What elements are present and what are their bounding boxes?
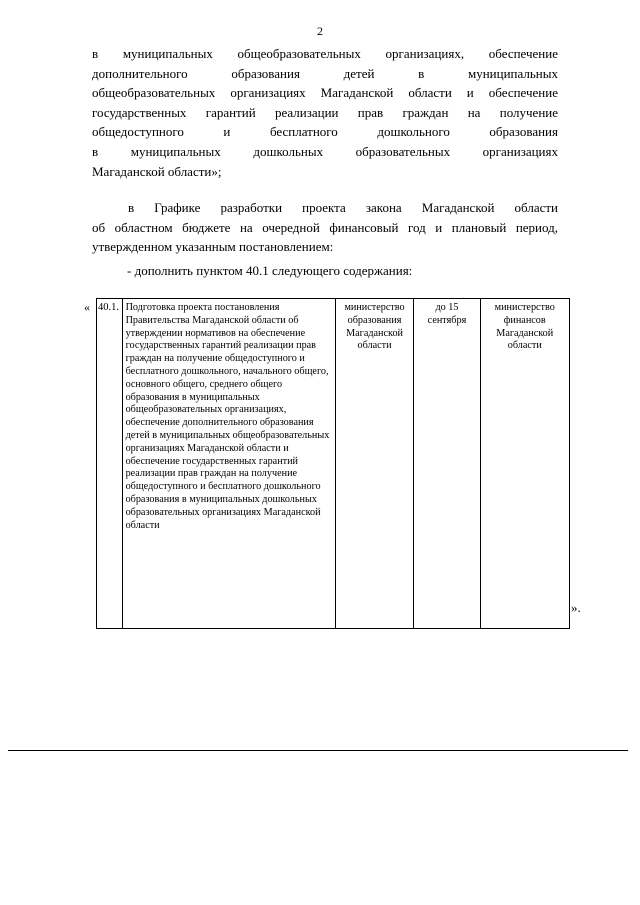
co-executor-cell: министерство финансов Магаданской области [480, 299, 570, 629]
intro-paragraph [92, 44, 558, 181]
text-line: в Графике разработки проекта закона Магаданской области [128, 200, 558, 215]
text-line: государственных гарантий реализации прав граждан на получение [92, 104, 558, 120]
opening-quote: « [84, 300, 90, 314]
item-number-cell: 40.1. [97, 299, 123, 629]
text-line: дополнительного образования детей в муниципальных [92, 65, 558, 81]
footer-divider [8, 750, 628, 751]
schedule-paragraph [92, 198, 558, 257]
text-line: утвержденном указанным постановлением: [92, 239, 334, 255]
item-description-cell: Подготовка проекта постановления Правительства Магаданской области об утверждении нормативов на обеспечение государственных гарантий реализации прав граждан на получение общедоступного и бесплатного дошкольного, начального общего, основного общего, среднего общего образования в муниципальных общеобразовательных организациях, обеспечение дополнительного образования детей в муниципальных общеобразовательных организациях Магаданской области и обеспечение государственных гарантий реализации прав граждан на получение общедоступного и бесплатного дошкольного образования в муниципальных дошкольных образовательных организациях Магаданской области [122, 299, 335, 629]
text-line: Магаданской области»; [92, 163, 222, 179]
deadline-cell: до 15 сентября [414, 299, 480, 629]
text-line: общедоступного и бесплатного дошкольного образования [92, 124, 558, 140]
text-line: общеобразовательных организациях Магаданской области и обеспечение [92, 85, 558, 101]
text-line: об областном бюджете на очередной финансовый год и плановый период, [92, 219, 558, 235]
text-line: в муниципальных общеобразовательных организациях, обеспечение [92, 46, 558, 61]
text-line: в муниципальных дошкольных образовательных организациях [92, 143, 558, 159]
closing-quote: ». [571, 600, 581, 615]
executor-cell: министерство образования Магаданской области [335, 299, 414, 629]
table-row [97, 299, 570, 629]
add-item-instruction: - дополнить пунктом 40.1 следующего содержания: [127, 263, 413, 278]
insert-table [96, 298, 570, 629]
page-number: 2 [317, 24, 323, 38]
